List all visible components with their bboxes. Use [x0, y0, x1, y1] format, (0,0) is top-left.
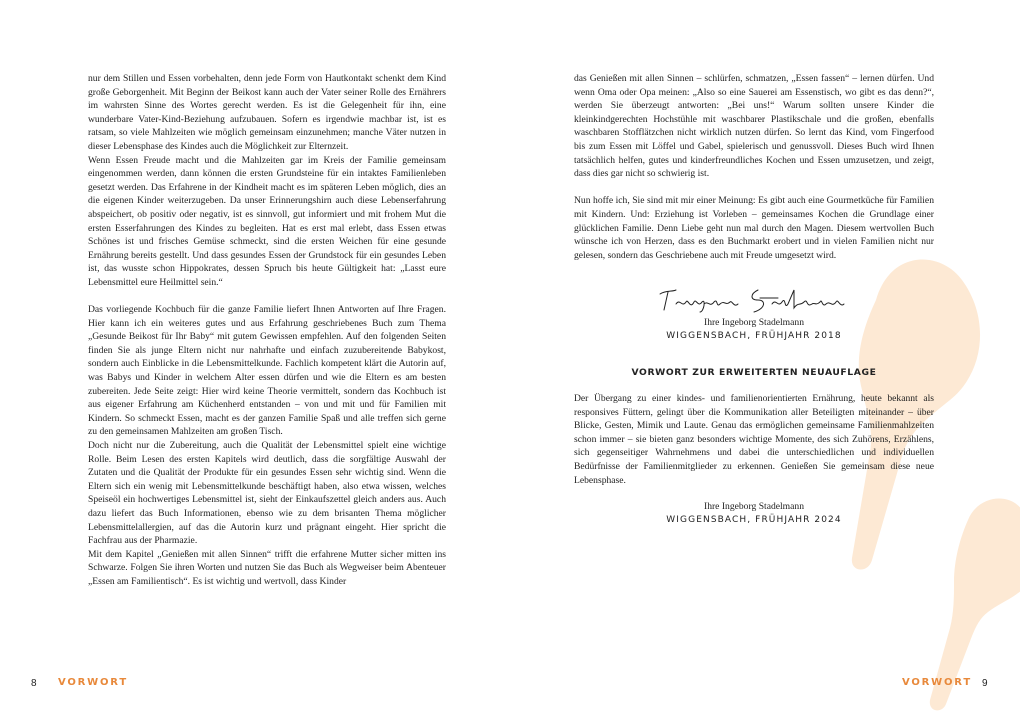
left-paragraph-2: Wenn Essen Freude macht und die Mahlzeiten gar im Kreis der Familie gemeinsam eingenommen werden, dann können die ersten Grundsteine für ein intaktes Familienleben gesetzt werden. Das Erfahrene in der Kindheit macht es im späteren Leben möglich, dies an die eigenen Kinder weiterzugeben. Da unser Erinnerungshirn auch diese Lebenserfahrung abspeichert, ob positiv oder negativ, ist es sinnvoll, gut informiert und mit frohem Mut die ersten Esserfahrungen des Kindes zu begleiten. Hat es erst mal erlebt, dass Essen etwas Schönes ist und frisches Gemüse schmeckt, sind die ersten Weichen für eine gesunde Ernährung bereits gestellt. Und dass gesundes Essen der Grundstock für ein gesundes Leben ist, das wusste schon Hippokrates, dessen Spruch bis heute Gültigkeit hat: „Lasst eure Lebensmittel eure Heilmittel sein.“: [88, 154, 446, 288]
right-page: [510, 0, 1020, 720]
signature-name-2018: Ihre Ingeborg Stadelmann: [704, 317, 804, 329]
left-paragraph-4: Doch nicht nur die Zubereitung, auch die Qualität der Lebensmittel spielt eine wichtige Rolle. Beim Lesen des ersten Kapitels wird deutlich, dass die sorgfältige Auswahl der Zutaten und die Qualität der Produkte für ein gesundes Essen sehr wichtig sind. Wenn die Eltern sich ein wenig mit Lebensmittelkunde beschäftigt haben, also etwa wissen, welches Speiseöl ein hochwertiges Lebensmittel ist, sieht der Einkaufszettel gleich anders aus. Auch dazu liefert das Buch Informationen, ebenso wie zu dem brisanten Thema möglicher Lebensmittelallergien, auf das die Autorin kurz und prägnant eingeht. Hier spricht die Fachfrau aus der Pharmazie.: [88, 440, 446, 547]
right-page-text: [574, 72, 934, 527]
right-paragraph-1: das Genießen mit allen Sinnen – schlürfen, schmatzen, „Essen fassen“ – lernen dürfen. Und wenn Oma oder Opa meinen: „Also so eine Sauerei am Essenstisch, wo gibt es das denn?“, werden Sie überzeugt antworten: „Bei uns!“ Warum sollten unsere Kinder die kleinkindgerechten Hochstühle mit waschbarer Plastikschale und die großen, ebenfalls waschbaren Stofflätzchen nicht wirklich nutzen dürfen. So lernt das Kind, vom Fingerfood bis zum Essen mit Löffel und Gabel, spielerisch und genussvoll. Dieses Buch wird Ihnen tatsächlich helfen, gutes und kinderfreundliches Kochen und Essen umzusetzen, und zeigt, dass dies gar nicht so schwierig ist.: [574, 73, 934, 180]
page-number-right: 9: [982, 678, 988, 689]
left-paragraph-5: Mit dem Kapitel „Genießen mit allen Sinnen“ trifft die erfahrene Mutter sicher mitten ins Schwarze. Folgen Sie ihren Worten und nutzen Sie das Buch als Wegweiser beim Abenteuer „Essen am Familientisch“. Es ist wichtig und wertvoll, dass Kinder: [88, 548, 446, 587]
left-page-text: [88, 72, 446, 589]
signature-place-2024: WIGGENSBACH, FRÜHJAHR 2024: [666, 514, 842, 525]
left-paragraph-3: Das vorliegende Kochbuch für die ganze Familie liefert Ihnen Antworten auf Ihre Fragen. Hier kann ich ein weiteres gutes und aus Erfahrung geschriebenes Buch zum Thema „Gesunde Beikost für Ihr Baby“ mit gutem Gewissen empfehlen. Auf den folgenden Seiten finden Sie als junge Eltern nicht nur nahrhafte und einfach zuzubereitende Babykost, sondern auch Einblicke in die Lebensmittelkunde. Fachlich kompetent klärt die Autorin auf, was Babys und Kinder in welchem Alter essen dürfen und wie die Eltern es am besten zubereiten. Jede Seite zeigt: Hier wird keine Theorie vermittelt, sondern das Kochbuch ist aus eigener Erfahrung am Küchenherd entstanden – von und mit und für Familien mit Kindern. So schmeckt Essen, macht es der ganzen Familie Spaß und alle treffen sich gerne zu den gemeinsamen Mahlzeiten am großen Tisch.: [88, 304, 446, 438]
section-label-right: VORWORT: [902, 677, 972, 688]
right-paragraph-2: Nun hoffe ich, Sie sind mit mir einer Meinung: Es gibt auch eine Gourmetküche für Familien mit Kindern. Und: Erziehung ist Vorleben – gemeinsames Kochen die Grundlage einer glücklichen Familie. Denn Liebe geht nun mal durch den Magen. Diesem wertvollen Buch wünsche ich von Herzen, dass es den Buchmarkt erobert und in vielen Familien nicht nur gelesen, sondern das Geschriebene auch mit Freude umgesetzt wird.: [574, 195, 934, 261]
section-label-left: VORWORT: [58, 677, 128, 688]
signature-name-2024: Ihre Ingeborg Stadelmann: [704, 501, 804, 513]
signature-block-2024: [574, 500, 934, 527]
signature-place-2018: WIGGENSBACH, FRÜHJAHR 2018: [666, 330, 842, 341]
left-paragraph-1: nur dem Stillen und Essen vorbehalten, denn jede Form von Hautkontakt schenkt dem Kind große Geborgenheit. Mit Beginn der Beikost kann auch der Vater seiner Rolle des Ernährers im wahrsten Sinne des Wortes gerecht werden. Es ist die Gelegenheit für ihn, eine wunderbare Vater-Kind-Beziehung aufzubauen. Sofern es irgendwie machbar ist, ist es ratsam, so viele Mahlzeiten wie möglich gemeinsam einzunehmen; manche Väter nutzen in dieser Lebensphase des Kindes auch die Möglichkeit zur Elternzeit.: [88, 73, 446, 152]
right-paragraph-3: Der Übergang zu einer kindes- und familienorientierten Ernährung, heute bekannt als responsives Füttern, gelingt über die Kommunikation aller Beteiligten miteinander – über Blicke, Gesten, Mimik und Laute. Genau das ermöglichen gemeinsame Familienmahlzeiten schon immer – sie bieten ganz besonders wichtige Momente, des sich Zuhörens, Erzählens, sich gegenseitiger Wahrnehmens und dabei die unterschiedlichen und individuellen Bedürfnisse der Familienmitglieder zu erkennen. Genießen Sie gemeinsam diese neue Lebensphase.: [574, 393, 934, 486]
signature-block-2018: [574, 284, 934, 343]
page-number-left: 8: [31, 678, 37, 689]
section-heading: VORWORT ZUR ERWEITERTEN NEUAUFLAGE: [631, 366, 877, 378]
signature-image: [654, 284, 854, 316]
